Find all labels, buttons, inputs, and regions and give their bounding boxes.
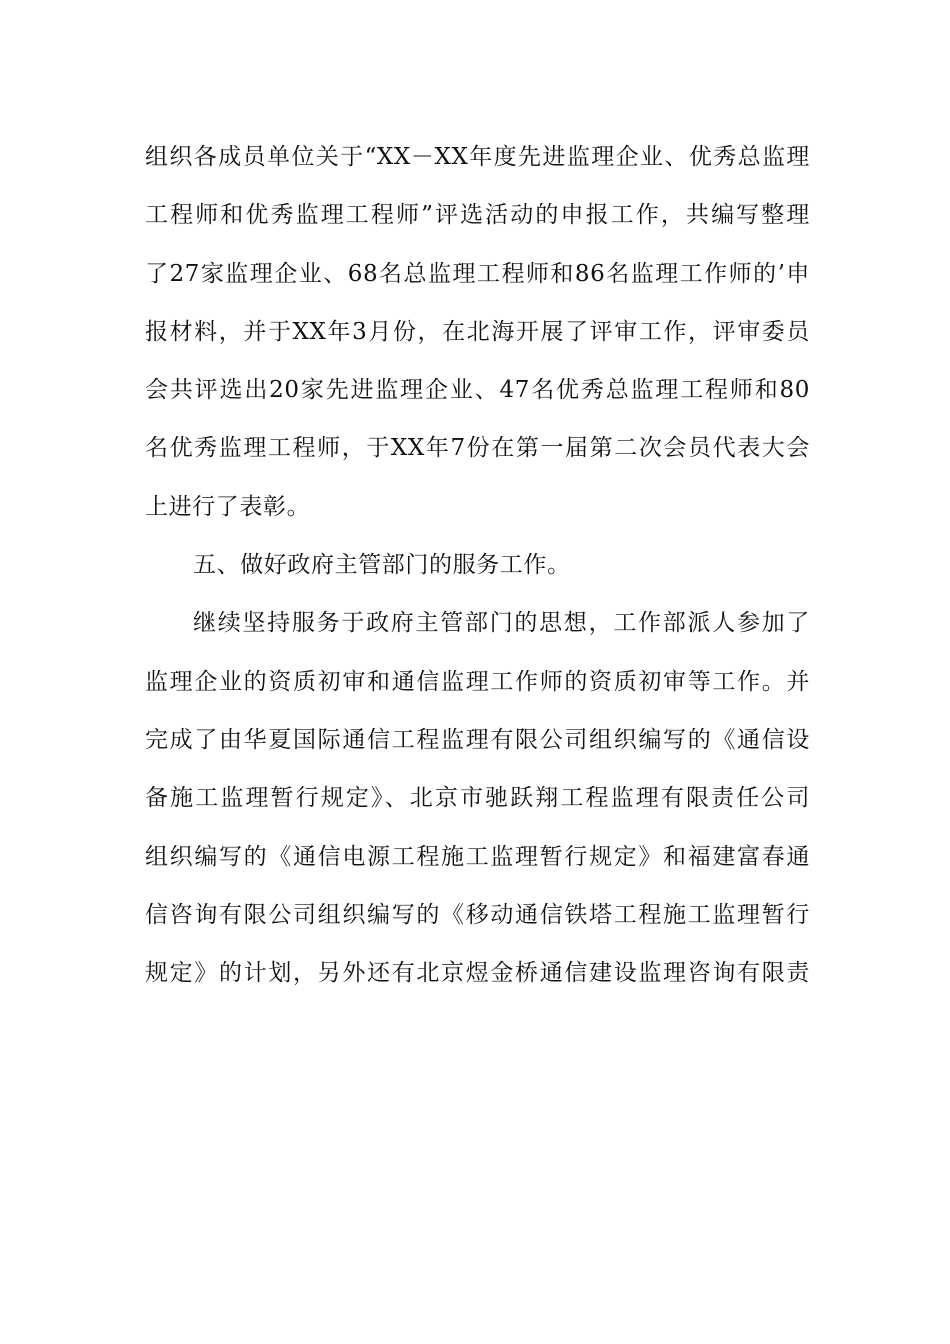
text-line: 组织各成员单位关于“XX－XX年度先进监理企业、优秀总监理 — [145, 144, 810, 170]
text-line: 监理企业的资质初审和通信监理工作师的资质初审等工作。并 — [145, 668, 810, 695]
text-line: 组织编写的《通信电源工程施工监理暂行规定》和福建富春通 — [145, 843, 810, 870]
text-line: 信咨询有限公司组织编写的《移动通信铁塔工程施工监理暂行 — [145, 901, 810, 928]
text-line: 报材料，并于XX年3月份，在北海开展了评审工作，评审委员 — [145, 318, 810, 345]
text-line: 会共评选出20家先进监理企业、47名优秀总监理工程师和80 — [145, 377, 810, 404]
text-line: 继续坚持服务于政府主管部门的思想，工作部派人参加了 — [193, 610, 810, 637]
text-line: 了27家监理企业、68名总监理工程师和86名监理工作师的’申 — [145, 260, 810, 287]
text-line: 备施工监理暂行规定》、北京市驰跃翔工程监理有限责任公司 — [145, 785, 810, 812]
text-line: 上进行了表彰。 — [145, 493, 311, 520]
text-line: 工程师和优秀监理工程师”评选活动的申报工作，共编写整理 — [145, 202, 810, 229]
text-line: 规定》的计划，另外还有北京煜金桥通信建设监理咨询有限责 — [145, 960, 810, 987]
text-line: 完成了由华夏国际通信工程监理有限公司组织编写的《通信设 — [145, 726, 810, 753]
document-body — [145, 128, 810, 1002]
text-line: 名优秀监理工程师，于XX年7份在第一届第二次会员代表大会 — [145, 435, 810, 462]
section-heading: 五、做好政府主管部门的服务工作。 — [193, 552, 571, 579]
